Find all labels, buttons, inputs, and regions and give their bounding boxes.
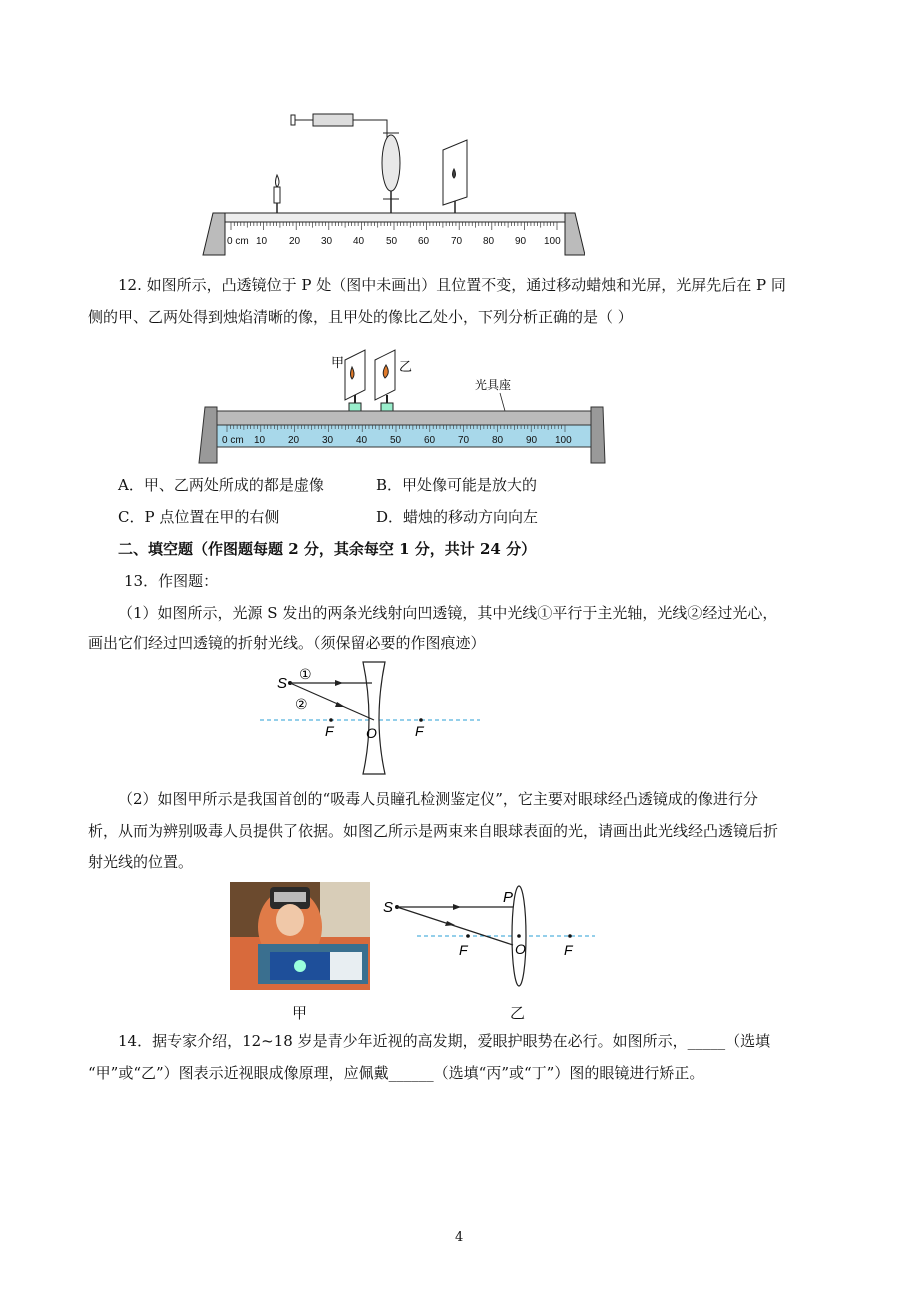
q13-title: 13．作图题： <box>124 572 219 590</box>
label-s: S <box>277 675 288 692</box>
tick-label: 40 <box>356 435 368 446</box>
label-yi: 乙 <box>399 359 413 374</box>
figure-convex-lens <box>375 885 600 990</box>
label-p: P <box>503 889 514 906</box>
caption-yi: 乙 <box>510 1004 526 1022</box>
tick-label: 70 <box>451 236 463 247</box>
photo-pupil-detector <box>230 882 370 990</box>
label-f-right: F <box>564 942 573 958</box>
tick-label: 60 <box>418 236 430 247</box>
optical-center-dot <box>517 934 521 938</box>
tick-label: 80 <box>492 435 504 446</box>
light-screen <box>443 140 467 215</box>
bench-rail <box>203 213 585 255</box>
q12-stem-line2: 侧的甲、乙两处得到烛焰清晰的像，且甲处的像比乙处小，下列分析正确的是（ ） <box>88 308 633 326</box>
syringe <box>291 114 387 140</box>
tick-label: 100 <box>544 236 561 247</box>
q12-option-b: B．甲处像可能是放大的 <box>376 476 538 494</box>
tick-label: 50 <box>390 435 402 446</box>
tick-label: 10 <box>256 236 268 247</box>
q12-option-c: C．P 点位置在甲的右侧 <box>118 508 280 526</box>
q13-part2-line2: 析，从而为辨别吸毒人员提供了依据。如图乙所示是两束来自眼球表面的光，请画出此光线经凸透镜后折 <box>88 822 779 840</box>
tick-label: 0 cm <box>222 435 244 446</box>
figure-concave-lens <box>255 660 485 780</box>
figure-optical-bench-q12 <box>195 345 615 470</box>
caption-jia: 甲 <box>292 1004 308 1022</box>
tick-label: 0 cm <box>227 236 249 247</box>
liquid-lens <box>382 133 400 215</box>
ray-through-focus <box>397 907 513 945</box>
tick-label: 20 <box>289 236 301 247</box>
q12-option-a: A．甲、乙两处所成的都是虚像 <box>118 476 324 494</box>
ruler-ticks-top <box>231 222 557 230</box>
screen-yi <box>375 350 395 415</box>
label-jia: 甲 <box>331 355 345 370</box>
label-o: O <box>366 725 377 741</box>
arrow-icon <box>335 702 345 707</box>
label-f-left: F <box>459 942 468 958</box>
focus-left-dot <box>466 934 470 938</box>
tick-label: 30 <box>322 435 334 446</box>
tick-label: 70 <box>458 435 470 446</box>
label-f-left: F <box>325 723 334 739</box>
q14-line2: “甲”或“乙”）图表示近视眼成像原理，应佩戴______（选填“丙”或“丁”）图的眼镜进行矫正。 <box>88 1064 705 1082</box>
label-o: O <box>515 941 526 957</box>
tick-label: 60 <box>424 435 436 446</box>
candle <box>274 175 280 215</box>
q13-part2-line1: （2）如图甲所示是我国首创的“吸毒人员瞳孔检测鉴定仪”，它主要对眼球经凸透镜成的像进行分 <box>118 790 758 808</box>
q14-line1: 14．据专家介绍，12~18 岁是青少年近视的高发期，爱眼护眼势在必行。如图所示，_____（选填 <box>118 1032 771 1050</box>
figure-optical-bench-top <box>195 105 585 265</box>
focus-right-dot <box>419 718 423 722</box>
q13-part1-line1: （1）如图所示，光源 S 发出的两条光线射向凹透镜，其中光线①平行于主光轴，光线②经过光心， <box>118 604 778 622</box>
page-number: 4 <box>455 1230 464 1245</box>
label-optical-bench: 光具座 <box>475 378 512 392</box>
label-s: S <box>383 899 394 916</box>
label-ray-1: ① <box>299 666 312 682</box>
arrow-icon <box>335 680 343 686</box>
label-f-right: F <box>415 723 424 739</box>
screen-jia <box>345 350 365 415</box>
focus-left-dot <box>329 718 333 722</box>
tick-label: 30 <box>321 236 333 247</box>
label-ray-2: ② <box>295 696 308 712</box>
tick-label: 20 <box>288 435 300 446</box>
focus-right-dot <box>568 934 572 938</box>
q12-stem-line1: 12. 如图所示，凸透镜位于 P 处（图中未画出）且位置不变，通过移动蜡烛和光屏，光屏先后在 P 同 <box>118 276 786 294</box>
q12-option-d: D．蜡烛的移动方向向左 <box>376 508 539 526</box>
section-heading-fill-in: 二、填空题（作图题每题 2 分，其余每空 1 分，共计 24 分） <box>118 540 537 558</box>
arrow-icon <box>453 904 461 910</box>
ruler-labels-top <box>227 236 561 247</box>
tick-label: 100 <box>555 435 572 446</box>
tick-label: 90 <box>526 435 538 446</box>
tick-label: 90 <box>515 236 527 247</box>
q13-part2-line3: 射光线的位置。 <box>88 853 194 871</box>
tick-label: 50 <box>386 236 398 247</box>
tick-label: 40 <box>353 236 365 247</box>
tick-label: 10 <box>254 435 266 446</box>
tick-label: 80 <box>483 236 495 247</box>
q13-part1-line2: 画出它们经过凹透镜的折射光线。（须保留必要的作图痕迹） <box>88 634 486 652</box>
concave-lens <box>363 662 385 774</box>
